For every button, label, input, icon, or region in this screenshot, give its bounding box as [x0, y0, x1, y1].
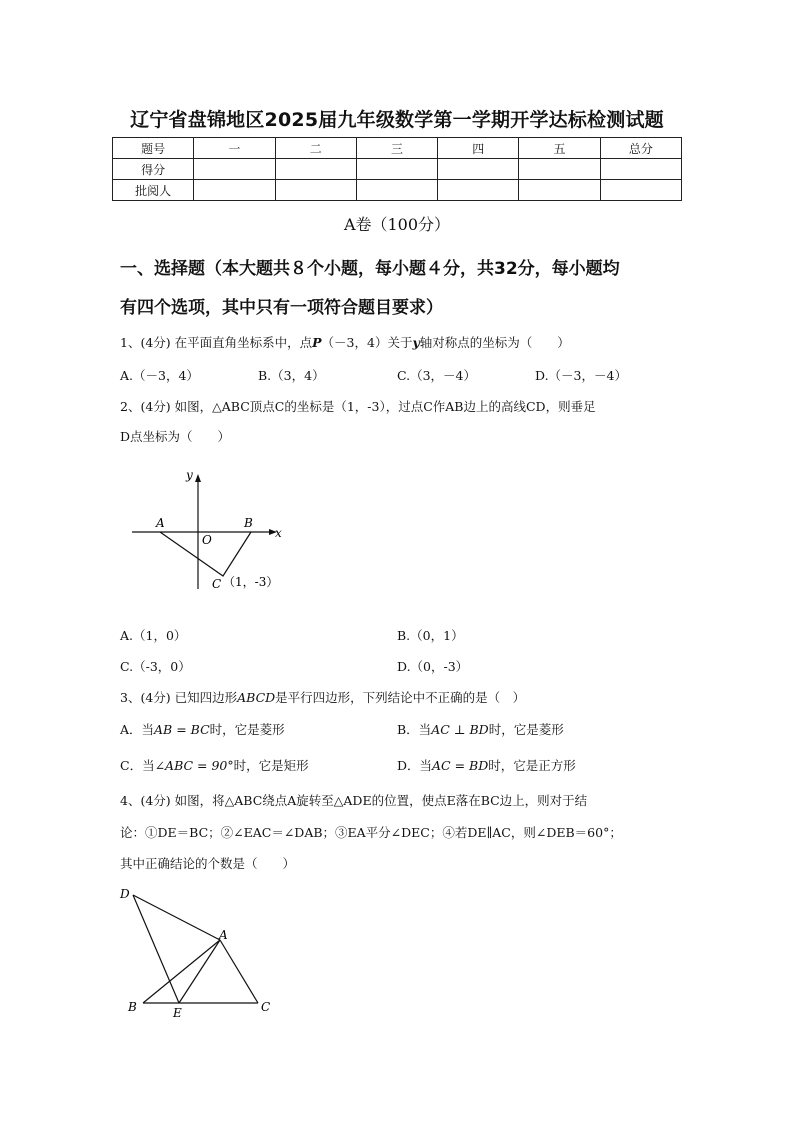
table-cell: 三	[356, 138, 437, 159]
question-2-stem-line2: D点坐标为（ ）	[120, 429, 231, 444]
table-cell	[519, 180, 600, 201]
segment-ac	[220, 940, 258, 1003]
table-cell	[275, 180, 356, 201]
stem-text: 轴对称点的坐标为（ ）	[419, 335, 570, 350]
table-cell	[356, 159, 437, 180]
page-title: 辽宁省盘锦地区2025届九年级数学第一学期开学达标检测试题	[130, 109, 664, 131]
point-a-label: A	[219, 928, 228, 942]
math-expression: AC = BD	[432, 758, 489, 773]
question-4-stem-line2: 论：①DE＝BC；②∠EAC＝∠DAB；③EA平分∠DEC；④若DE∥AC，则∠DEB＝60°；	[120, 825, 622, 840]
table-cell	[600, 159, 681, 180]
point-e-label: E	[173, 1006, 182, 1020]
question-3-option-b[interactable]	[397, 720, 564, 738]
point-a-label: A	[156, 516, 165, 530]
table-cell: 二	[275, 138, 356, 159]
option-text: C．当	[120, 758, 155, 773]
table-cell	[438, 159, 519, 180]
stem-text: （－3，4）关于	[321, 335, 413, 350]
option-text: B．当	[397, 722, 432, 737]
point-c-coordinate: （1，-3）	[223, 575, 279, 589]
option-text: 时，它是菱形	[488, 722, 564, 737]
question-2-option-c[interactable]: C.（-3，0）	[120, 659, 191, 674]
segment-da	[133, 895, 220, 940]
section1-heading-line2: 有四个选项，其中只有一项符合题目要求）	[120, 298, 443, 318]
question-2-stem-line1: 2、(4分) 如图，△ABC顶点C的坐标是（1，-3），过点C作AB边上的高线CD，则垂足	[120, 399, 596, 414]
math-expression: ABCD	[237, 690, 276, 705]
question-4-figure	[115, 880, 285, 1020]
question-1-option-a[interactable]: A.（－3，4）	[120, 368, 199, 383]
segment-de	[133, 895, 179, 1003]
option-text: 时，它是正方形	[488, 758, 576, 773]
table-row	[113, 159, 682, 180]
table-cell: 总分	[600, 138, 681, 159]
table-cell: 批阅人	[113, 180, 194, 201]
stem-text: 是平行四边形，下列结论中不正确的是（ ）	[275, 690, 526, 705]
question-4-stem-line3: 其中正确结论的个数是（ ）	[120, 856, 296, 871]
table-cell	[519, 159, 600, 180]
option-text: D．当	[397, 758, 433, 773]
point-b-label: B	[244, 516, 253, 530]
y-axis-label: y	[186, 468, 193, 482]
table-cell	[194, 180, 275, 201]
question-1-option-d[interactable]: D.（－3，－4）	[535, 368, 627, 383]
table-row	[113, 138, 682, 159]
origin-label: O	[202, 533, 212, 547]
y-axis-arrow	[195, 474, 201, 482]
point-b-label: B	[128, 1000, 137, 1014]
question-1-option-c[interactable]: C.（3，－4）	[397, 368, 476, 383]
section1-heading-line1: 一、选择题（本大题共８个小题，每小题４分，共32分，每小题均	[120, 259, 620, 279]
score-table	[112, 137, 682, 201]
question-2-option-a[interactable]: A.（1，0）	[120, 628, 187, 643]
axis-label: y	[412, 335, 420, 350]
math-expression: ∠ABC = 90°	[154, 758, 234, 773]
option-text: 时，它是菱形	[209, 722, 285, 737]
option-text: 时，它是矩形	[233, 758, 309, 773]
question-1-stem	[120, 334, 690, 352]
question-3-stem	[120, 689, 690, 707]
table-cell	[356, 180, 437, 201]
math-expression: AB = BC	[154, 722, 210, 737]
stem-text: 3、(4分) 已知四边形	[120, 690, 238, 705]
option-text: A．当	[120, 722, 155, 737]
x-axis-label: x	[275, 526, 282, 540]
table-cell: 一	[194, 138, 275, 159]
table-cell: 五	[519, 138, 600, 159]
table-cell: 得分	[113, 159, 194, 180]
point-c-label: C	[261, 1000, 271, 1014]
segment-ba	[143, 940, 220, 1003]
table-row	[113, 180, 682, 201]
point-label: P	[312, 335, 322, 350]
question-3-option-a[interactable]	[120, 720, 285, 738]
stem-text: 1、(4分) 在平面直角坐标系中，点	[120, 335, 313, 350]
table-cell	[438, 180, 519, 201]
question-3-option-c[interactable]	[120, 756, 309, 774]
table-cell	[275, 159, 356, 180]
question-4-stem-line1: 4、(4分) 如图，将△ABC绕点A旋转至△ADE的位置，使点E落在BC边上，则对于结	[120, 793, 588, 808]
question-2-option-d[interactable]: D.（0，-3）	[397, 659, 469, 674]
question-2-option-b[interactable]: B.（0，1）	[397, 628, 464, 643]
table-cell	[194, 159, 275, 180]
table-cell: 四	[438, 138, 519, 159]
point-d-label: D	[120, 887, 130, 901]
section-a-heading: A卷（100分）	[343, 215, 451, 234]
question-2-figure	[120, 460, 300, 595]
segment-ea	[179, 940, 220, 1003]
table-cell: 题号	[113, 138, 194, 159]
question-3-option-d[interactable]	[397, 756, 576, 774]
point-c-label: C	[212, 577, 222, 591]
table-cell	[600, 180, 681, 201]
question-1-option-b[interactable]: B.（3，4）	[258, 368, 325, 383]
math-expression: AC ⊥ BD	[431, 722, 489, 737]
